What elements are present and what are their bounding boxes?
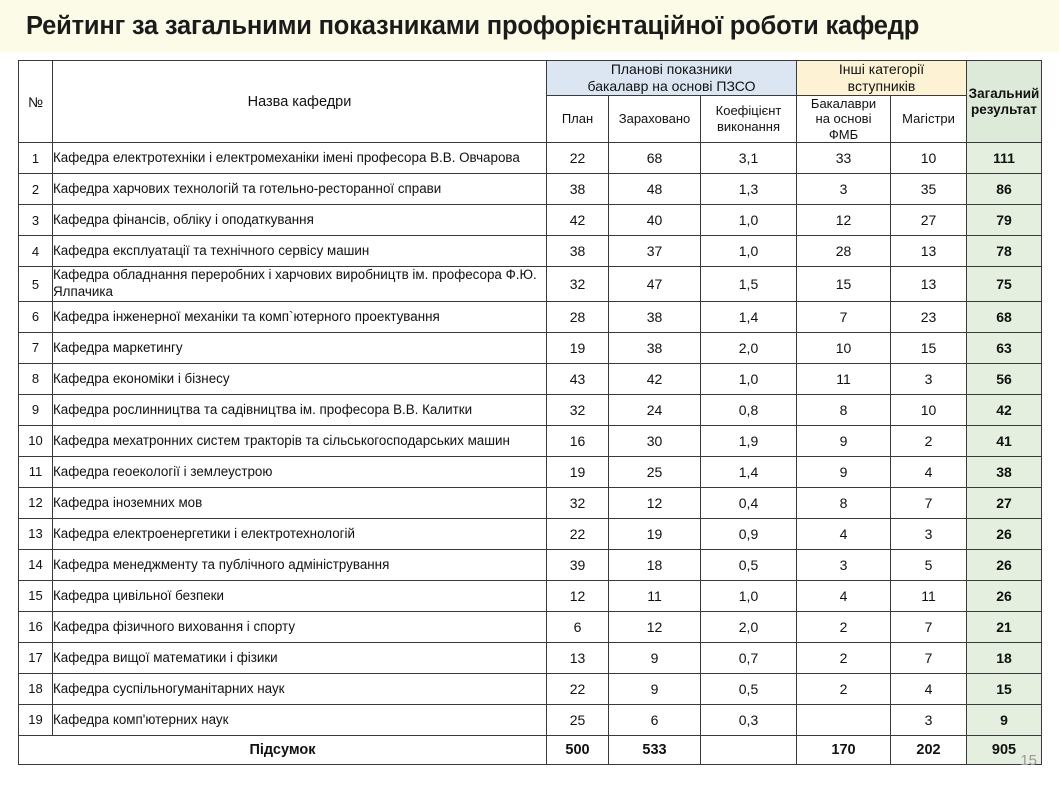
cell-bachelors: 2: [797, 642, 891, 673]
cell-number: 4: [19, 236, 53, 267]
cell-department: Кафедра електротехніки і електромеханіки імені професора В.В. Овчарова: [53, 143, 547, 174]
cell-total: 21: [967, 611, 1042, 642]
cell-enrolled: 40: [609, 205, 701, 236]
cell-masters: 7: [891, 487, 967, 518]
cell-coefficient: 1,0: [701, 363, 797, 394]
cell-masters: 5: [891, 549, 967, 580]
cell-coefficient: 1,4: [701, 301, 797, 332]
cell-total: 111: [967, 143, 1042, 174]
cell-coefficient: 0,4: [701, 487, 797, 518]
cell-masters: 23: [891, 301, 967, 332]
table-header-row-1: [19, 61, 1042, 96]
table-header: [19, 61, 1042, 143]
table-row: [19, 205, 1042, 236]
header-bachelors-line1: Бакалаври: [810, 95, 877, 111]
cell-enrolled: 42: [609, 363, 701, 394]
cell-number: 5: [19, 267, 53, 302]
header-bachelors-line3: ФМБ: [828, 126, 859, 142]
cell-plan: 19: [547, 332, 609, 363]
cell-number: 10: [19, 425, 53, 456]
table-row: [19, 580, 1042, 611]
cell-plan: 42: [547, 205, 609, 236]
cell-masters: 10: [891, 394, 967, 425]
cell-bachelors: 33: [797, 143, 891, 174]
cell-department: Кафедра інженерної механіки та комп`ютерного проектування: [53, 301, 547, 332]
cell-plan: 32: [547, 487, 609, 518]
cell-total: 68: [967, 301, 1042, 332]
cell-number: 16: [19, 611, 53, 642]
cell-coefficient: 2,0: [701, 611, 797, 642]
cell-department: Кафедра обладнання переробних і харчових виробництв ім. професора Ф.Ю. Ялпачика: [53, 267, 547, 302]
cell-masters: 4: [891, 673, 967, 704]
cell-plan: 32: [547, 394, 609, 425]
table-summary-row: [19, 735, 1042, 764]
cell-enrolled: 30: [609, 425, 701, 456]
cell-enrolled: 19: [609, 518, 701, 549]
cell-enrolled: 18: [609, 549, 701, 580]
cell-coefficient: 2,0: [701, 332, 797, 363]
cell-department: Кафедра вищої математики і фізики: [53, 642, 547, 673]
cell-bachelors: 4: [797, 518, 891, 549]
cell-enrolled: 38: [609, 332, 701, 363]
cell-department: Кафедра електроенергетики і електротехнологій: [53, 518, 547, 549]
summary-label: Підсумок: [19, 735, 547, 764]
cell-number: 7: [19, 332, 53, 363]
cell-coefficient: 1,0: [701, 236, 797, 267]
cell-plan: 13: [547, 642, 609, 673]
table-row: [19, 642, 1042, 673]
cell-coefficient: 0,8: [701, 394, 797, 425]
cell-total: 75: [967, 267, 1042, 302]
header-bachelors-line2: на основі: [815, 111, 872, 127]
cell-total: 79: [967, 205, 1042, 236]
cell-number: 18: [19, 673, 53, 704]
cell-number: 3: [19, 205, 53, 236]
cell-plan: 43: [547, 363, 609, 394]
cell-masters: 3: [891, 518, 967, 549]
cell-bachelors: 10: [797, 332, 891, 363]
cell-total: 15: [967, 673, 1042, 704]
cell-number: 19: [19, 704, 53, 735]
table-row: [19, 301, 1042, 332]
table-row: [19, 236, 1042, 267]
header-group-planned: [547, 61, 797, 96]
cell-bachelors: 8: [797, 487, 891, 518]
table-row: [19, 267, 1042, 302]
cell-number: 13: [19, 518, 53, 549]
cell-bachelors: [797, 704, 891, 735]
cell-enrolled: 12: [609, 487, 701, 518]
cell-enrolled: 24: [609, 394, 701, 425]
cell-department: Кафедра комп'ютерних наук: [53, 704, 547, 735]
cell-masters: 11: [891, 580, 967, 611]
cell-plan: 22: [547, 673, 609, 704]
cell-masters: 3: [891, 363, 967, 394]
cell-bachelors: 7: [797, 301, 891, 332]
cell-plan: 22: [547, 518, 609, 549]
cell-plan: 39: [547, 549, 609, 580]
cell-enrolled: 11: [609, 580, 701, 611]
slide-title-bar: [0, 0, 1059, 52]
summary-total: 905: [967, 735, 1042, 764]
cell-total: 18: [967, 642, 1042, 673]
header-group-planned-line2: бакалавр на основі ПЗСО: [587, 77, 756, 94]
cell-enrolled: 68: [609, 143, 701, 174]
header-coefficient-line2: виконання: [716, 118, 781, 134]
cell-department: Кафедра маркетингу: [53, 332, 547, 363]
cell-total: 42: [967, 394, 1042, 425]
cell-masters: 13: [891, 236, 967, 267]
cell-masters: 35: [891, 174, 967, 205]
cell-bachelors: 9: [797, 425, 891, 456]
cell-department: Кафедра економіки і бізнесу: [53, 363, 547, 394]
summary-coefficient: [701, 735, 797, 764]
table-row: [19, 704, 1042, 735]
cell-bachelors: 3: [797, 549, 891, 580]
cell-department: Кафедра експлуатації та технічного сервісу машин: [53, 236, 547, 267]
cell-department: Кафедра мехатронних систем тракторів та сільськогосподарських машин: [53, 425, 547, 456]
table-row: [19, 394, 1042, 425]
cell-masters: 7: [891, 642, 967, 673]
cell-number: 2: [19, 174, 53, 205]
cell-coefficient: 0,9: [701, 518, 797, 549]
cell-department: Кафедра суспільногуманітарних наук: [53, 673, 547, 704]
cell-number: 15: [19, 580, 53, 611]
table-row: [19, 174, 1042, 205]
cell-coefficient: 1,4: [701, 456, 797, 487]
cell-total: 63: [967, 332, 1042, 363]
cell-plan: 32: [547, 267, 609, 302]
table-row: [19, 487, 1042, 518]
cell-department: Кафедра менеджменту та публічного адміністрування: [53, 549, 547, 580]
cell-plan: 38: [547, 174, 609, 205]
header-masters: Магістри: [891, 95, 967, 143]
cell-number: 1: [19, 143, 53, 174]
cell-enrolled: 6: [609, 704, 701, 735]
cell-masters: 10: [891, 143, 967, 174]
table-row: [19, 143, 1042, 174]
header-department: Назва кафедри: [53, 61, 547, 143]
cell-bachelors: 2: [797, 611, 891, 642]
cell-total: 38: [967, 456, 1042, 487]
cell-plan: 6: [547, 611, 609, 642]
header-plan: План: [547, 95, 609, 143]
cell-coefficient: 1,0: [701, 580, 797, 611]
cell-department: Кафедра геоекології і землеустрою: [53, 456, 547, 487]
cell-department: Кафедра цивільної безпеки: [53, 580, 547, 611]
table-row: [19, 518, 1042, 549]
cell-bachelors: 11: [797, 363, 891, 394]
cell-enrolled: 47: [609, 267, 701, 302]
cell-coefficient: 1,5: [701, 267, 797, 302]
cell-number: 14: [19, 549, 53, 580]
cell-number: 17: [19, 642, 53, 673]
cell-bachelors: 28: [797, 236, 891, 267]
cell-number: 9: [19, 394, 53, 425]
cell-bachelors: 15: [797, 267, 891, 302]
cell-enrolled: 48: [609, 174, 701, 205]
cell-coefficient: 3,1: [701, 143, 797, 174]
cell-bachelors: 3: [797, 174, 891, 205]
header-total-result: [967, 61, 1042, 143]
cell-total: 26: [967, 549, 1042, 580]
header-group-other-line2: вступників: [847, 77, 916, 94]
cell-total: 26: [967, 518, 1042, 549]
cell-coefficient: 0,3: [701, 704, 797, 735]
table-row: [19, 332, 1042, 363]
cell-department: Кафедра іноземних мов: [53, 487, 547, 518]
cell-enrolled: 9: [609, 642, 701, 673]
cell-bachelors: 8: [797, 394, 891, 425]
cell-masters: 7: [891, 611, 967, 642]
header-total-line2: результат: [971, 101, 1037, 117]
cell-department: Кафедра рослинництва та садівництва ім. професора В.В. Калитки: [53, 394, 547, 425]
cell-enrolled: 25: [609, 456, 701, 487]
cell-coefficient: 0,5: [701, 673, 797, 704]
table-row: [19, 611, 1042, 642]
cell-plan: 28: [547, 301, 609, 332]
cell-coefficient: 1,3: [701, 174, 797, 205]
cell-masters: 2: [891, 425, 967, 456]
cell-bachelors: 2: [797, 673, 891, 704]
summary-enrolled: 533: [609, 735, 701, 764]
cell-enrolled: 9: [609, 673, 701, 704]
cell-enrolled: 12: [609, 611, 701, 642]
summary-plan: 500: [547, 735, 609, 764]
cell-total: 86: [967, 174, 1042, 205]
cell-plan: 16: [547, 425, 609, 456]
rating-table: [18, 60, 1042, 765]
cell-masters: 4: [891, 456, 967, 487]
header-group-planned-line1: Планові показники: [610, 61, 733, 77]
cell-department: Кафедра фінансів, обліку і оподаткування: [53, 205, 547, 236]
cell-coefficient: 0,7: [701, 642, 797, 673]
header-coefficient-line1: Коефіцієнт: [715, 103, 782, 119]
cell-total: 27: [967, 487, 1042, 518]
cell-plan: 22: [547, 143, 609, 174]
summary-masters: 202: [891, 735, 967, 764]
page-title: Рейтинг за загальними показниками профорієнтаційної роботи кафедр: [26, 11, 920, 40]
table-row: [19, 456, 1042, 487]
cell-number: 12: [19, 487, 53, 518]
cell-bachelors: 4: [797, 580, 891, 611]
header-enrolled: Зараховано: [609, 95, 701, 143]
header-coefficient: [701, 95, 797, 143]
cell-plan: 12: [547, 580, 609, 611]
table-row: [19, 549, 1042, 580]
cell-total: 56: [967, 363, 1042, 394]
cell-coefficient: 1,9: [701, 425, 797, 456]
cell-enrolled: 38: [609, 301, 701, 332]
cell-coefficient: 1,0: [701, 205, 797, 236]
summary-bachelors: 170: [797, 735, 891, 764]
cell-masters: 27: [891, 205, 967, 236]
header-group-other: [797, 61, 967, 96]
table-row: [19, 363, 1042, 394]
page-number: 15: [1020, 752, 1037, 769]
cell-enrolled: 37: [609, 236, 701, 267]
rating-table-container: [18, 60, 1041, 765]
cell-plan: 25: [547, 704, 609, 735]
header-total-line1: Загальний: [968, 85, 1040, 101]
cell-number: 6: [19, 301, 53, 332]
cell-department: Кафедра харчових технологій та готельно-ресторанної справи: [53, 174, 547, 205]
header-group-other-line1: Інші категорії: [838, 61, 925, 77]
header-number: №: [19, 61, 53, 143]
cell-number: 8: [19, 363, 53, 394]
cell-bachelors: 9: [797, 456, 891, 487]
cell-number: 11: [19, 456, 53, 487]
cell-total: 78: [967, 236, 1042, 267]
cell-total: 41: [967, 425, 1042, 456]
cell-coefficient: 0,5: [701, 549, 797, 580]
header-bachelors-fmb: [797, 95, 891, 143]
cell-masters: 15: [891, 332, 967, 363]
cell-bachelors: 12: [797, 205, 891, 236]
cell-total: 9: [967, 704, 1042, 735]
table-body: [19, 143, 1042, 765]
cell-plan: 19: [547, 456, 609, 487]
cell-plan: 38: [547, 236, 609, 267]
table-row: [19, 425, 1042, 456]
cell-department: Кафедра фізичного виховання і спорту: [53, 611, 547, 642]
cell-masters: 13: [891, 267, 967, 302]
cell-masters: 3: [891, 704, 967, 735]
table-row: [19, 673, 1042, 704]
cell-total: 26: [967, 580, 1042, 611]
